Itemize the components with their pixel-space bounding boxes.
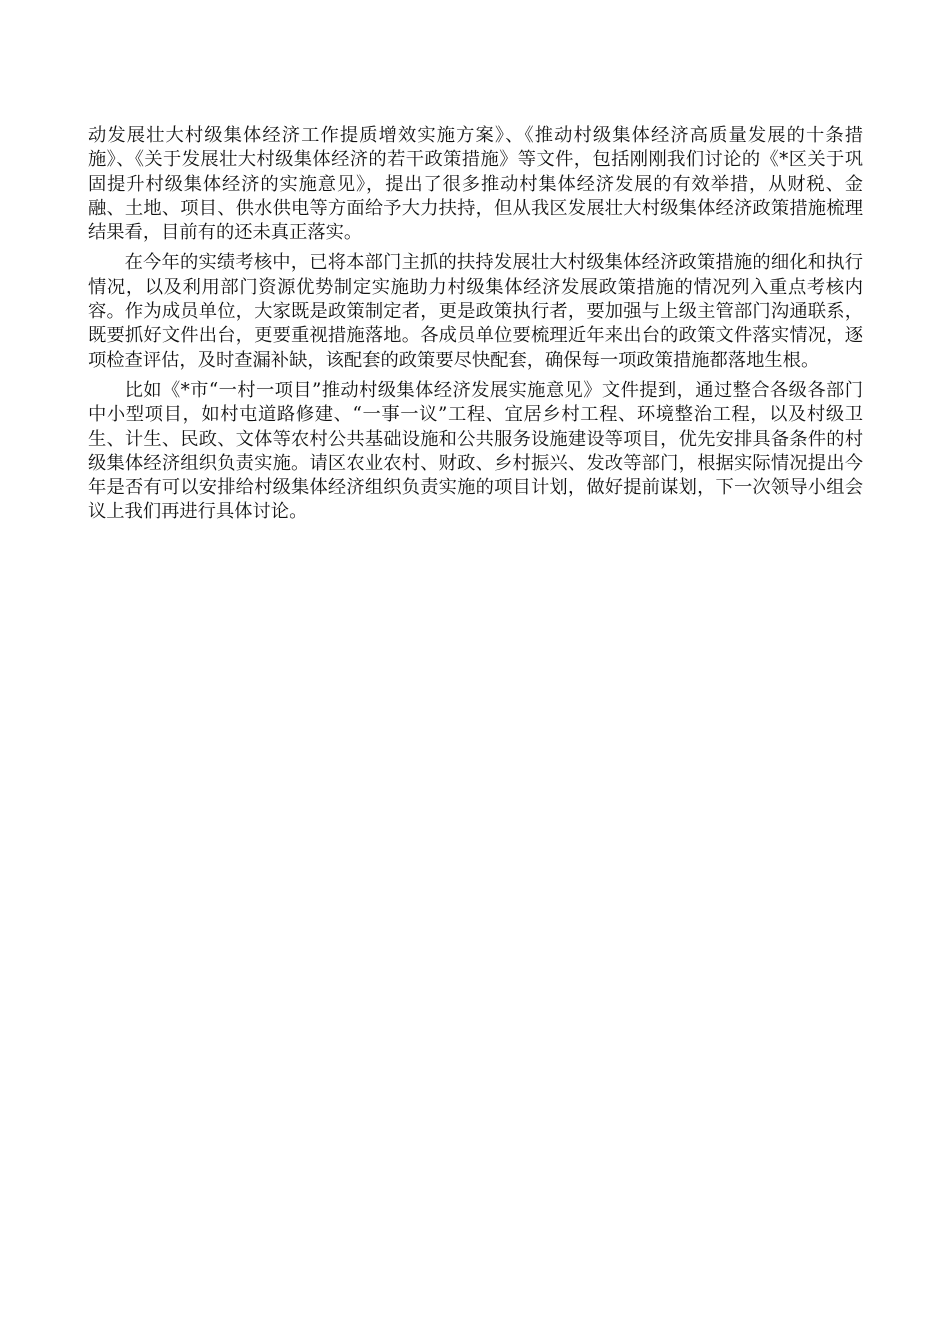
paragraph-project-example: 比如《*市“一村一项目”推动村级集体经济发展实施意见》文件提到，通过整合各级各部门中小型项目，如村屯道路修建、“一事一议”工程、宜居乡村工程、环境整治工程，以及村级卫生、计生、民政、文体等农村公共基础设施和公共服务设施建设等项目，优先安排具备条件的村级集体经济组织负责实施。请区农业农村、财政、乡村振兴、发改等部门，根据实际情况提出今年是否有可以安排给村级集体经济组织负责实施的项目计划，做好提前谋划，下一次领导小组会议上我们再进行具体讨论。 — [88, 379, 863, 523]
paragraph-performance-assessment: 在今年的实绩考核中，已将本部门主抓的扶持发展壮大村级集体经济政策措施的细化和执行情况，以及利用部门资源优势制定实施助力村级集体经济发展政策措施的情况列入重点考核内容。作为成员单位，大家既是政策制定者，更是政策执行者，要加强与上级主管部门沟通联系，既要抓好文件出台，更要重视措施落地。各成员单位要梳理近年来出台的政策文件落实情况，逐项检查评估，及时查漏补缺，该配套的政策要尽快配套，确保每一项政策措施都落地生根。 — [88, 252, 863, 371]
document-page — [88, 124, 863, 531]
paragraph-continuation: 动发展壮大村级集体经济工作提质增效实施方案》、《推动村级集体经济高质量发展的十条措施》、《关于发展壮大村级集体经济的若干政策措施》等文件，包括刚刚我们讨论的《*区关于巩固提升村级集体经济的实施意见》，提出了很多推动村集体经济发展的有效举措，从财税、金融、土地、项目、供水供电等方面给予大力扶持，但从我区发展壮大村级集体经济政策措施梳理结果看，目前有的还未真正落实。 — [88, 125, 863, 244]
